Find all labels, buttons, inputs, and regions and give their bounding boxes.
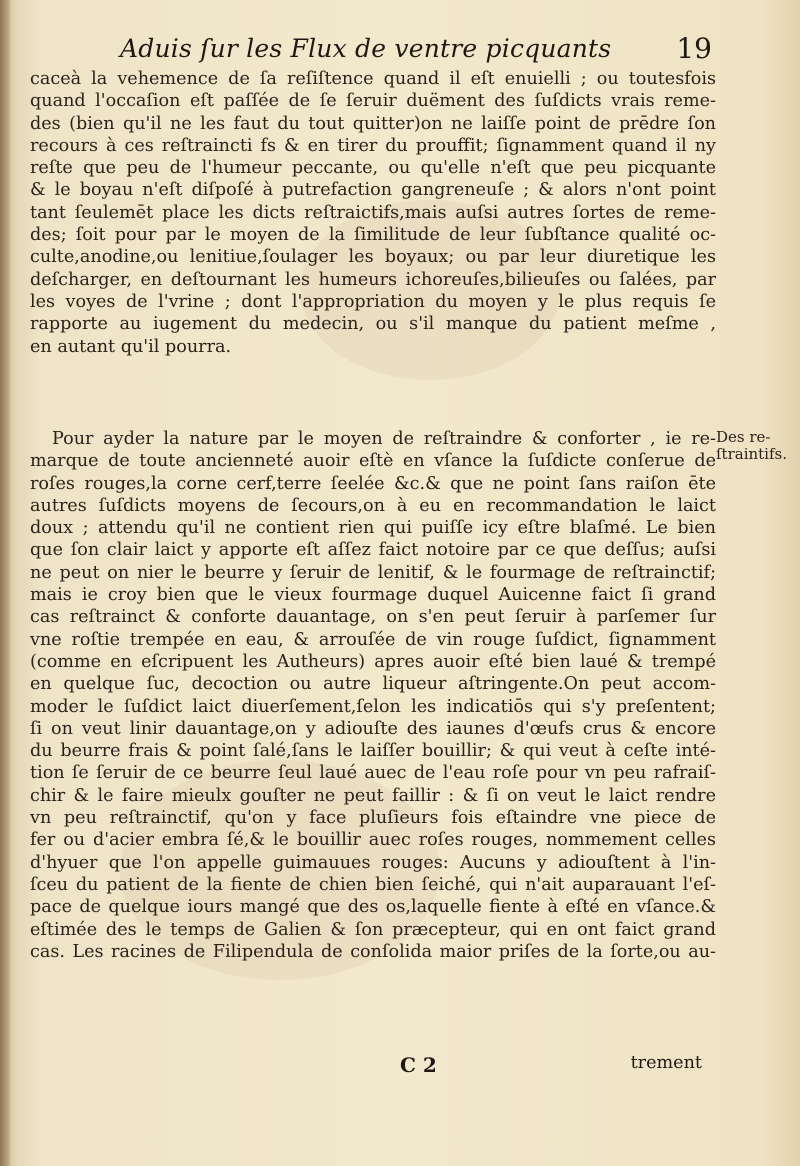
page-header bbox=[60, 30, 716, 70]
text-line: cas reſtrainct & conforte dauantage, on s'en peut ſeruir à parſemer ſur bbox=[30, 607, 716, 628]
margin-note bbox=[716, 429, 794, 463]
binding-gutter bbox=[0, 0, 10, 1166]
text-line: reſte que peu de l'humeur peccante, ou qu'elle n'eſt que peu picquante bbox=[30, 158, 716, 179]
text-line: que ſon clair laict y apporte eſt aſſez faict notoire par ce que deſſus; auſsi bbox=[30, 540, 716, 561]
text-line: deſcharger, en deſtournant les humeurs ichoreuſes,bilieuſes ou ſalées, par bbox=[30, 269, 716, 290]
text-line: eſtimée des le temps de Galien & ſon præcepteur, qui en ont faict grand bbox=[30, 919, 716, 940]
text-line: fer ou d'acier embra ſé,& le bouillir auec roſes rouges, nommement celles bbox=[30, 830, 716, 851]
text-line: caceà la vehemence de ſa reſiſtence quand il eſt enuielli ; ou toutesfois bbox=[30, 69, 716, 89]
page-number: 19 bbox=[676, 32, 712, 65]
signature-mark: C 2 bbox=[400, 1053, 437, 1077]
text-line: moder le ſuſdict laict diuerſement,ſelon les indicatiōs qui s'y preſentent; bbox=[30, 696, 716, 717]
page-footer bbox=[30, 1053, 716, 1077]
text-line: vne roſtie trempée en eau, & arrouſée de vin rouge ſuſdict, ſignamment bbox=[30, 629, 716, 650]
catchword: trement bbox=[630, 1053, 702, 1073]
text-line: ſceu du patient de la fiente de chien bien ſeiché, qui n'ait auparauant l'eſ- bbox=[30, 874, 716, 895]
text-line: tion ſe ſeruir de ce beurre ſeul laué auec de l'eau roſe pour vn peu rafraiſ- bbox=[30, 763, 716, 784]
text-line: des (bien qu'il ne les faut du tout quitter)on ne laiſſe point de prēdre ſon bbox=[30, 113, 716, 134]
text-line: recours à ces reſtraincti fs & en tirer du prouffit; ſignamment quand il ny bbox=[30, 135, 716, 156]
text-line: ne peut on nier le beurre y ſeruir de lenitif, & le fourmage de reſtrainctif; bbox=[30, 562, 716, 583]
text-line: pace de quelque iours mangé que des os,laquelle fiente à eſté en vſance.& bbox=[30, 897, 716, 918]
text-line: vn peu reſtrainctif, qu'on y face pluſieurs fois eſtaindre vne piece de bbox=[30, 808, 716, 829]
text-line: (comme en eſcripuent les Autheurs) apres auoir eſté bien laué & trempé bbox=[30, 651, 716, 672]
text-line: chir & le faire mieulx gouſter ne peut faillir : & ſi on veut le laict rendre bbox=[30, 785, 716, 806]
text-line: ſi on veut linir dauantage,on y adiouſte des iaunes d'œufs crus & encore bbox=[30, 718, 716, 739]
paragraph-continuation bbox=[30, 68, 716, 358]
text-line: roſes rouges,la corne cerf,terre ſeelée &c.& que ne point ſans raiſon ēte bbox=[30, 473, 716, 494]
text-line: cas. Les racines de Filipendula de conſolida maior priſes de la ſorte,ou au- bbox=[30, 941, 716, 962]
text-line: mais ie croy bien que le vieux fourmage duquel Auicenne faict ſi grand bbox=[30, 585, 716, 606]
text-line: doux ; attendu qu'il ne contient rien qui puiſſe icy eſtre blaſmé. Le bien bbox=[30, 518, 716, 539]
margin-note-line: Des re- bbox=[716, 428, 771, 446]
text-line: & le boyau n'eſt diſpoſé à putrefaction gangreneuſe ; & alors n'ont point bbox=[30, 180, 716, 201]
text-line: quand l'occaſion eſt paſſée de ſe ſeruir duëment des ſuſdicts vrais reme- bbox=[30, 91, 716, 112]
text-line: Pour ayder la nature par le moyen de reſtraindre & conforter , ie re- bbox=[52, 429, 716, 449]
text-line: en quelque ſuc, decoction ou autre liqueur aſtringente.On peut accom- bbox=[30, 674, 716, 695]
paragraph-main bbox=[30, 428, 716, 963]
text-line: culte,anodine,ou lenitiue,ſoulager les boyaux; ou par leur diuretique les bbox=[30, 247, 716, 268]
text-line: marque de toute ancienneté auoir eſtè en vſance la ſuſdicte conſerue de bbox=[30, 451, 716, 472]
text-line: des; ſoit pour par le moyen de la ſimilitude de leur ſubſtance qualité oc- bbox=[30, 225, 716, 246]
text-line: d'hyuer que l'on appelle guimauues rouges: Aucuns y adiouſtent à l'in- bbox=[30, 852, 716, 873]
text-line: autres ſuſdicts moyens de ſecours,on à eu en recommandation le laict bbox=[30, 495, 716, 516]
text-line: rapporte au iugement du medecin, ou s'il manque du patient meſme , bbox=[30, 314, 716, 335]
text-line: les voyes de l'vrine ; dont l'appropriation du moyen y le plus requis ſe bbox=[30, 291, 716, 312]
running-title: Aduis ſur les Flux de ventre picquants bbox=[120, 34, 612, 63]
text-line: tant ſeulemēt place les dicts reſtraictifs,mais auſsi autres ſortes de reme- bbox=[30, 202, 716, 223]
text-line: du beurre frais & point ſalé,ſans le laiſſer bouillir; & qui veut à ceſte inté- bbox=[30, 741, 716, 762]
text-line: en autant qu'il pourra. bbox=[30, 336, 232, 357]
margin-note-line: ſtraintifs. bbox=[716, 445, 787, 463]
